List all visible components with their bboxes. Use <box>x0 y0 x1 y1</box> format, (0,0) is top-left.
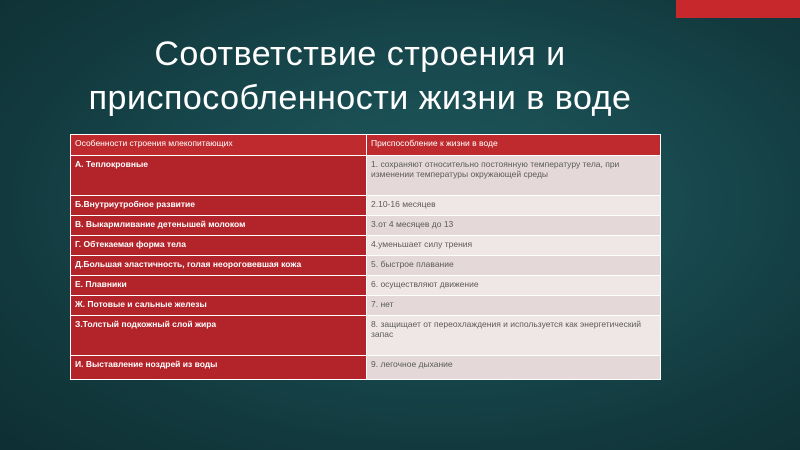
table-row <box>71 296 661 316</box>
row-feature: Е. Плавники <box>71 276 367 296</box>
row-adaptation: 1. сохраняют относительно постоянную температуру тела, при изменении температуры окружающей среды <box>367 156 661 196</box>
table-row <box>71 156 661 196</box>
row-adaptation: 4.уменьшает силу трения <box>367 236 661 256</box>
corner-accent-bar <box>676 0 800 18</box>
row-adaptation: 9. легочное дыхание <box>367 356 661 380</box>
header-adaptation: Приспособление к жизни в воде <box>367 135 661 156</box>
slide-title: Соответствие строения и приспособленности жизни в воде <box>88 35 632 117</box>
header-structure-features: Особенности строения млекопитающих <box>71 135 367 156</box>
row-feature: В. Выкармливание детенышей молоком <box>71 216 367 236</box>
row-adaptation: 3.от 4 месяцев до 13 <box>367 216 661 236</box>
row-adaptation: 2.10-16 месяцев <box>367 196 661 216</box>
table-row <box>71 316 661 356</box>
row-adaptation: 6. осуществляют движение <box>367 276 661 296</box>
table-row <box>71 236 661 256</box>
comparison-table <box>70 134 661 380</box>
table-header-row <box>71 135 661 156</box>
row-feature: А. Теплокровные <box>71 156 367 196</box>
table-row <box>71 196 661 216</box>
row-adaptation: 7. нет <box>367 296 661 316</box>
row-feature: Д.Большая эластичность, голая неороговевшая кожа <box>71 256 367 276</box>
table-row <box>71 216 661 236</box>
table-row <box>71 356 661 380</box>
row-adaptation: 5. быстрое плавание <box>367 256 661 276</box>
table-row <box>71 256 661 276</box>
row-feature: З.Толстый подкожный слой жира <box>71 316 367 356</box>
row-adaptation: 8. защищает от переохлаждения и используется как энергетический запас <box>367 316 661 356</box>
table-row <box>71 276 661 296</box>
row-feature: И. Выставление ноздрей из воды <box>71 356 367 380</box>
row-feature: Ж. Потовые и сальные железы <box>71 296 367 316</box>
row-feature: Г. Обтекаемая форма тела <box>71 236 367 256</box>
row-feature: Б.Внутриутробное развитие <box>71 196 367 216</box>
